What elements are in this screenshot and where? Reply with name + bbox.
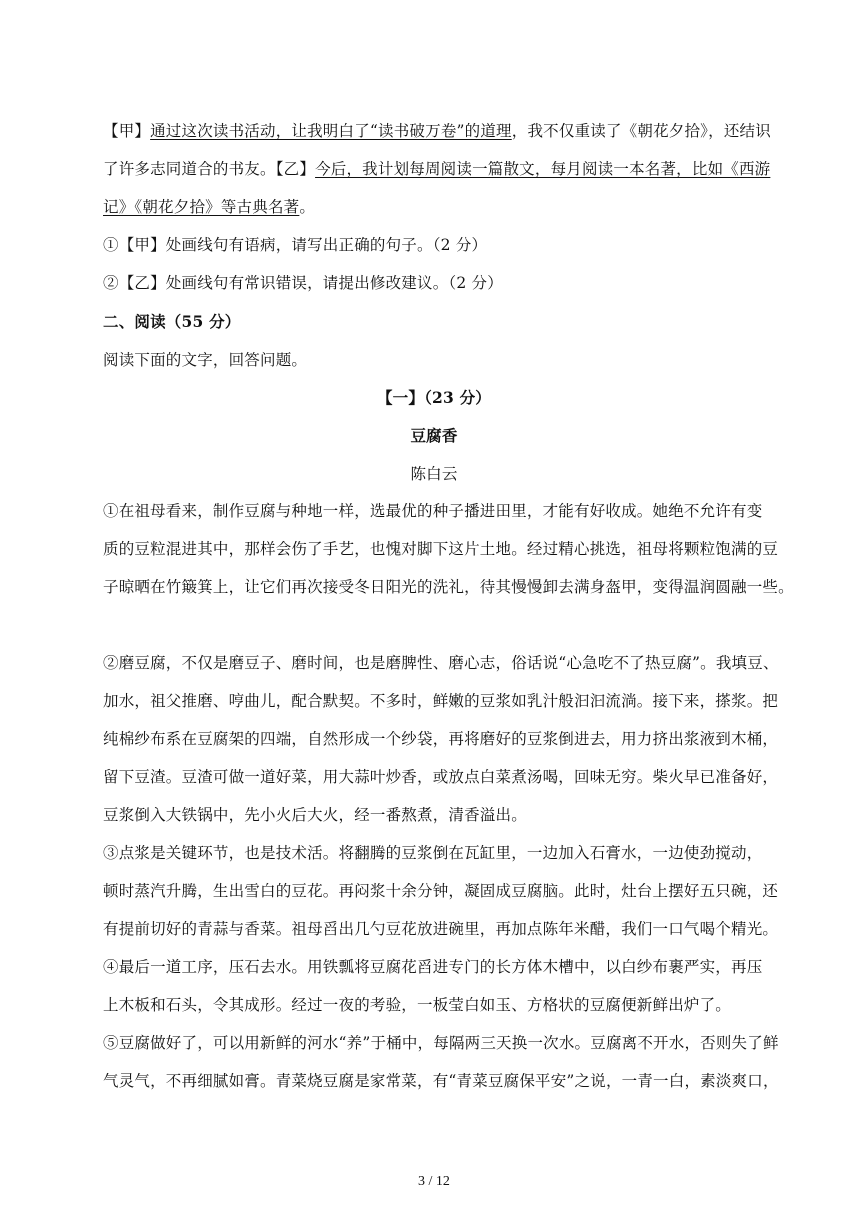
question-context-line <box>103 120 775 142</box>
paragraph-line: ⑤豆腐做好了，可以用新鲜的河水“养”于桶中，每隔两三天换一次水。豆腐离不开水，否则失了鲜 <box>103 1034 779 1052</box>
text-segment: 。 <box>299 198 316 216</box>
paragraph-line: ②磨豆腐，不仅是磨豆子、磨时间，也是磨脾性、磨心志，俗话说“心急吃不了热豆腐”。我填豆、 <box>103 654 779 672</box>
passage-label: 【一】（23 分） <box>376 388 492 407</box>
paragraph-line: 留下豆渣。豆渣可做一道好菜，用大蒜叶炒香，或放点白菜煮汤喝，回味无穷。柴火早已准备好， <box>103 768 779 786</box>
page-number: 3 / 12 <box>418 1174 450 1189</box>
passage-author: 陈白云 <box>410 465 458 483</box>
paragraph-line: 上木板和石头，令其成形。经过一夜的考验，一板莹白如玉、方格状的豆腐便新鲜出炉了。 <box>103 996 732 1014</box>
sub-question-1: ①【甲】处画线句有语病，请写出正确的句子。（2 分） <box>103 236 488 254</box>
underlined-sentence-jia: 通过这次读书活动，让我明白了“读书破万卷”的道理 <box>150 122 512 140</box>
question-context-line <box>103 158 775 180</box>
paragraph-line: ③点浆是关键环节，也是技术活。将翻腾的豆浆倒在瓦缸里，一边加入石膏水，一边使劲搅动， <box>103 844 763 862</box>
paragraph-line: ①在祖母看来，制作豆腐与种地一样，选最优的种子播进田里，才能有好收成。她绝不允许有变 <box>103 502 763 520</box>
paragraph-line: 加水，祖父推磨、哼曲儿，配合默契。不多时，鲜嫩的豆浆如乳汁般汩汩流淌。接下来，搽浆。把 <box>103 692 779 710</box>
paragraph-line: 纯棉纱布系在豆腐架的四端，自然形成一个纱袋，再将磨好的豆浆倒进去，用力挤出浆液到木桶， <box>103 730 779 748</box>
section-instruction: 阅读下面的文字，回答问题。 <box>103 351 308 369</box>
paragraph-line: 子晾晒在竹簸箕上，让它们再次接受冬日阳光的洗礼，待其慢慢卸去满身盔甲，变得温润圆融一些。 <box>103 578 794 596</box>
underlined-sentence-yi-cont: 记》《朝花夕拾》等古典名著 <box>103 198 300 216</box>
passage-title: 豆腐香 <box>410 426 458 445</box>
text-segment: 了许多志同道合的书友。【乙】 <box>103 160 316 178</box>
text-segment: ，我不仅重读了《朝花夕拾》，还结识 <box>511 122 771 140</box>
paragraph-line: 豆浆倒入大铁锅中，先小火后大火，经一番熬煮，清香溢出。 <box>103 806 527 824</box>
paragraph-line: 顿时蒸汽升腾，生出雪白的豆花。再闷浆十余分钟，凝固成豆腐脑。此时，灶台上摆好五只碗，还 <box>103 882 779 900</box>
section-heading: 二、阅读（55 分） <box>103 312 241 331</box>
underlined-sentence-yi: 今后，我计划每周阅读一篇散文，每月阅读一本名著，比如《西游 <box>315 160 771 178</box>
paragraph-line: 气灵气，不再细腻如膏。青菜烧豆腐是家常菜，有“青菜豆腐保平安”之说，一青一白，素淡爽口， <box>103 1072 779 1090</box>
paragraph-line: 质的豆粒混进其中，那样会伤了手艺，也愧对脚下这片土地。经过精心挑选，祖母将颗粒饱满的豆 <box>103 540 779 558</box>
sub-question-2: ②【乙】处画线句有常识错误，请提出修改建议。（2 分） <box>103 274 503 292</box>
marker-jia: 【甲】 <box>103 122 151 140</box>
paragraph-line: ④最后一道工序，压石去水。用铁瓢将豆腐花舀进专门的长方体木槽中，以白纱布裹严实，再压 <box>103 958 763 976</box>
question-context-line <box>103 196 775 218</box>
paragraph-line: 有提前切好的青蒜与香菜。祖母舀出几勺豆花放进碗里，再加点陈年米醋，我们一口气喝个精光。 <box>103 920 779 938</box>
